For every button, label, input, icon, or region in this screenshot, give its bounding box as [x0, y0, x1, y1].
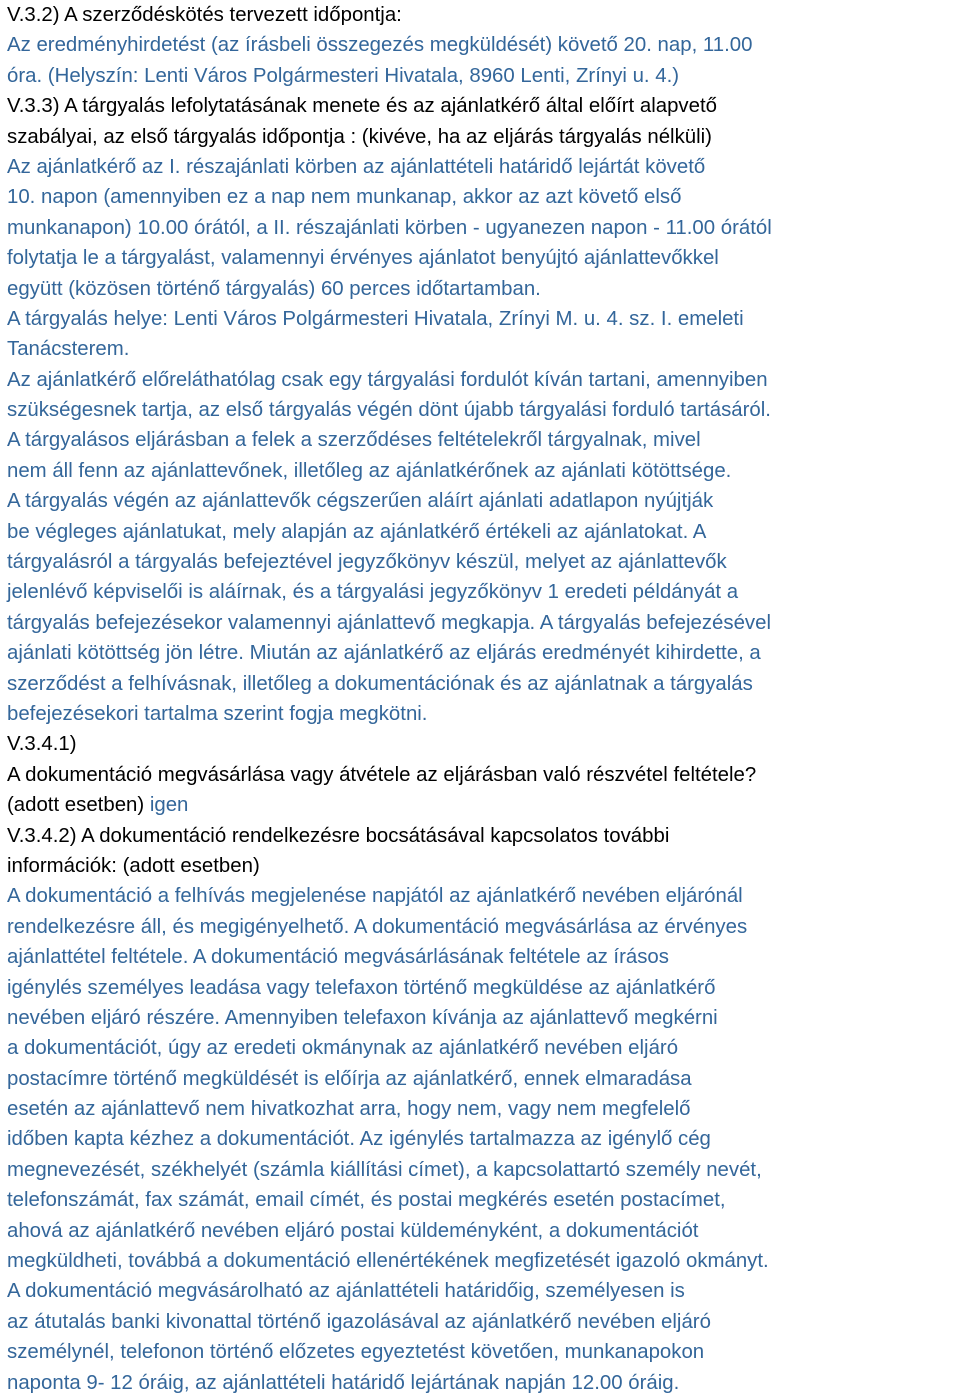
field-label-text: A dokumentáció megvásárlása vagy átvétele az eljárásban való részvétel feltétele?: [7, 763, 757, 786]
text-line: [7, 973, 960, 1003]
text-line: [7, 1124, 960, 1154]
answer-text: esetén az ajánlattevő nem hivatkozhat arra, hogy nem, vagy nem megfelelő: [7, 1098, 691, 1121]
answer-text: Az eredményhirdetést (az írásbeli összegezés megküldését) követő 20. nap, 11.00: [7, 34, 753, 57]
text-line: [7, 395, 960, 425]
text-line: [7, 760, 960, 790]
text-line: [7, 1094, 960, 1124]
text-line: [7, 1003, 960, 1033]
text-line: [7, 1276, 960, 1306]
answer-text: együtt (közösen történő tárgyalás) 60 perces időtartamban.: [7, 277, 541, 300]
answer-text: ahová az ajánlatkérő nevében eljáró postai küldeményként, a dokumentációt: [7, 1219, 699, 1242]
answer-text: szerződést a felhívásnak, illetőleg a dokumentációnak és az ajánlatnak a tárgyalás: [7, 672, 753, 695]
answer-text: nem áll fenn az ajánlattevőnek, illetőleg az ajánlatkérőnek az ajánlati kötöttsége.: [7, 459, 732, 482]
text-line: [7, 91, 960, 121]
answer-text: postacímre történő megküldését is előírja az ajánlatkérő, ennek elmaradása: [7, 1067, 692, 1090]
answer-text: Az ajánlatkérő az I. részajánlati körben az ajánlattételi határidő lejártát követő: [7, 155, 706, 178]
answer-text: tárgyalásról a tárgyalás befejeztével jegyzőkönyv készül, melyet az ajánlattevők: [7, 551, 727, 574]
text-line: [7, 669, 960, 699]
text-line: [7, 1246, 960, 1276]
text-line: [7, 1216, 960, 1246]
answer-text: ajánlattétel feltétele. A dokumentáció megvásárlásának feltétele az írásos: [7, 946, 669, 969]
answer-text: a dokumentációt, úgy az eredeti okmánynak az ajánlatkérő nevében eljáró: [7, 1037, 679, 1060]
text-line: [7, 365, 960, 395]
answer-text: jelenlévő képviselői is aláírnak, és a tárgyalási jegyzőkönyv 1 eredeti példányát a: [7, 581, 739, 604]
answer-text: óra. (Helyszín: Lenti Város Polgármesteri Hivatala, 8960 Lenti, Zrínyi u. 4.): [7, 64, 680, 87]
text-line: [7, 608, 960, 638]
answer-text: A dokumentáció megvásárolható az ajánlattételi határidőig, személyesen is: [7, 1280, 685, 1303]
field-label-text: szabályai, az első tárgyalás időpontja : (kivéve, ha az eljárás tárgyalás nélküli): [7, 125, 712, 148]
text-line: [7, 213, 960, 243]
text-line: [7, 1155, 960, 1185]
text-line: [7, 1033, 960, 1063]
answer-text: A tárgyalásos eljárásban a felek a szerződéses feltételekről tárgyalnak, mivel: [7, 429, 701, 452]
text-line: [7, 1185, 960, 1215]
answer-text: befejezésekori tartalma szerint fogja megkötni.: [7, 702, 428, 725]
text-line: [7, 456, 960, 486]
text-line: [7, 1307, 960, 1337]
text-line: [7, 942, 960, 972]
answer-text: 10. napon (amennyiben ez a nap nem munkanap, akkor az azt követő első: [7, 186, 682, 209]
answer-text: igen: [149, 794, 189, 817]
text-line: [7, 0, 960, 30]
answer-text: Az ajánlatkérő előreláthatólag csak egy tárgyalási fordulót kíván tartani, amennyiben: [7, 368, 768, 391]
text-line: [7, 1064, 960, 1094]
answer-text: megnevezését, székhelyét (számla kiállítási címet), a kapcsolattartó személy nevét,: [7, 1158, 762, 1181]
field-label-text: V.3.3) A tárgyalás lefolytatásának menete és az ajánlatkérő által előírt alapvető: [7, 95, 717, 118]
answer-text: munkanapon) 10.00 órától, a II. részajánlati körben - ugyanezen napon - 11.00 órától: [7, 216, 772, 239]
answer-text: telefonszámát, fax számát, email címét, és postai megkérés esetén postacímet,: [7, 1189, 726, 1212]
answer-text: tárgyalás befejezésekor valamennyi ajánlattevő megkapja. A tárgyalás befejezésével: [7, 611, 771, 634]
text-line: [7, 1337, 960, 1367]
text-line: [7, 1368, 960, 1398]
answer-text: szükségesnek tartja, az első tárgyalás végén dönt újabb tárgyalási forduló tartásáról.: [7, 399, 771, 422]
answer-text: A tárgyalás végén az ajánlattevők cégszerűen aláírt ajánlati adatlapon nyújtják: [7, 490, 714, 513]
text-line: [7, 912, 960, 942]
answer-text: igénylés személyes leadása vagy telefaxon történő megküldése az ajánlatkérő: [7, 976, 716, 999]
answer-text: folytatja le a tárgyalást, valamennyi érvényes ajánlatot benyújtó ajánlattevőkkel: [7, 247, 719, 270]
text-line: [7, 122, 960, 152]
text-line: [7, 274, 960, 304]
text-line: [7, 30, 960, 60]
text-line: [7, 577, 960, 607]
answer-text: Tanácsterem.: [7, 338, 130, 361]
answer-text: A tárgyalás helye: Lenti Város Polgármesteri Hivatala, Zrínyi M. u. 4. sz. I. emeleti: [7, 307, 744, 330]
text-line: [7, 243, 960, 273]
text-line: [7, 729, 960, 759]
text-line: [7, 547, 960, 577]
answer-text: nevében eljáró részére. Amennyiben telefaxon kívánja az ajánlattevő megkérni: [7, 1006, 718, 1029]
text-line: [7, 425, 960, 455]
answer-text: A dokumentáció a felhívás megjelenése napjától az ajánlatkérő nevében eljárónál: [7, 885, 743, 908]
answer-text: ajánlati kötöttség jön létre. Miután az ajánlatkérő az eljárás eredményét kihirdette, a: [7, 642, 761, 665]
field-label-text: V.3.2) A szerződéskötés tervezett időpontja:: [7, 4, 402, 26]
text-line: [7, 152, 960, 182]
field-label-text: (adott esetben): [7, 794, 150, 817]
text-line: [7, 821, 960, 851]
field-label-text: V.3.4.1): [7, 733, 77, 756]
text-line: [7, 517, 960, 547]
text-line: [7, 304, 960, 334]
answer-text: az átutalás banki kivonattal történő igazolásával az ajánlatkérő nevében eljáró: [7, 1310, 711, 1333]
text-line: [7, 61, 960, 91]
text-line: [7, 334, 960, 364]
text-line: [7, 486, 960, 516]
answer-text: rendelkezésre áll, és megigényelhető. A dokumentáció megvásárlása az érvényes: [7, 915, 748, 938]
field-label-text: információk: (adott esetben): [7, 854, 260, 877]
text-line: [7, 881, 960, 911]
answer-text: naponta 9- 12 óráig, az ajánlattételi határidő lejártának napján 12.00 óráig.: [7, 1371, 680, 1394]
text-line: [7, 851, 960, 881]
text-line: [7, 790, 960, 820]
answer-text: megküldheti, továbbá a dokumentáció ellenértékének megfizetését igazoló okmányt.: [7, 1250, 769, 1273]
field-label-text: V.3.4.2) A dokumentáció rendelkezésre bocsátásával kapcsolatos további: [7, 824, 670, 847]
answer-text: időben kapta kézhez a dokumentációt. Az igénylés tartalmazza az igénylő cég: [7, 1128, 711, 1151]
text-line: [7, 699, 960, 729]
answer-text: be végleges ajánlatukat, mely alapján az ajánlatkérő értékeli az ajánlatokat. A: [7, 520, 707, 543]
text-line: [7, 182, 960, 212]
text-line: [7, 638, 960, 668]
answer-text: személynél, telefonon történő előzetes egyeztetést követően, munkanapokon: [7, 1341, 705, 1364]
